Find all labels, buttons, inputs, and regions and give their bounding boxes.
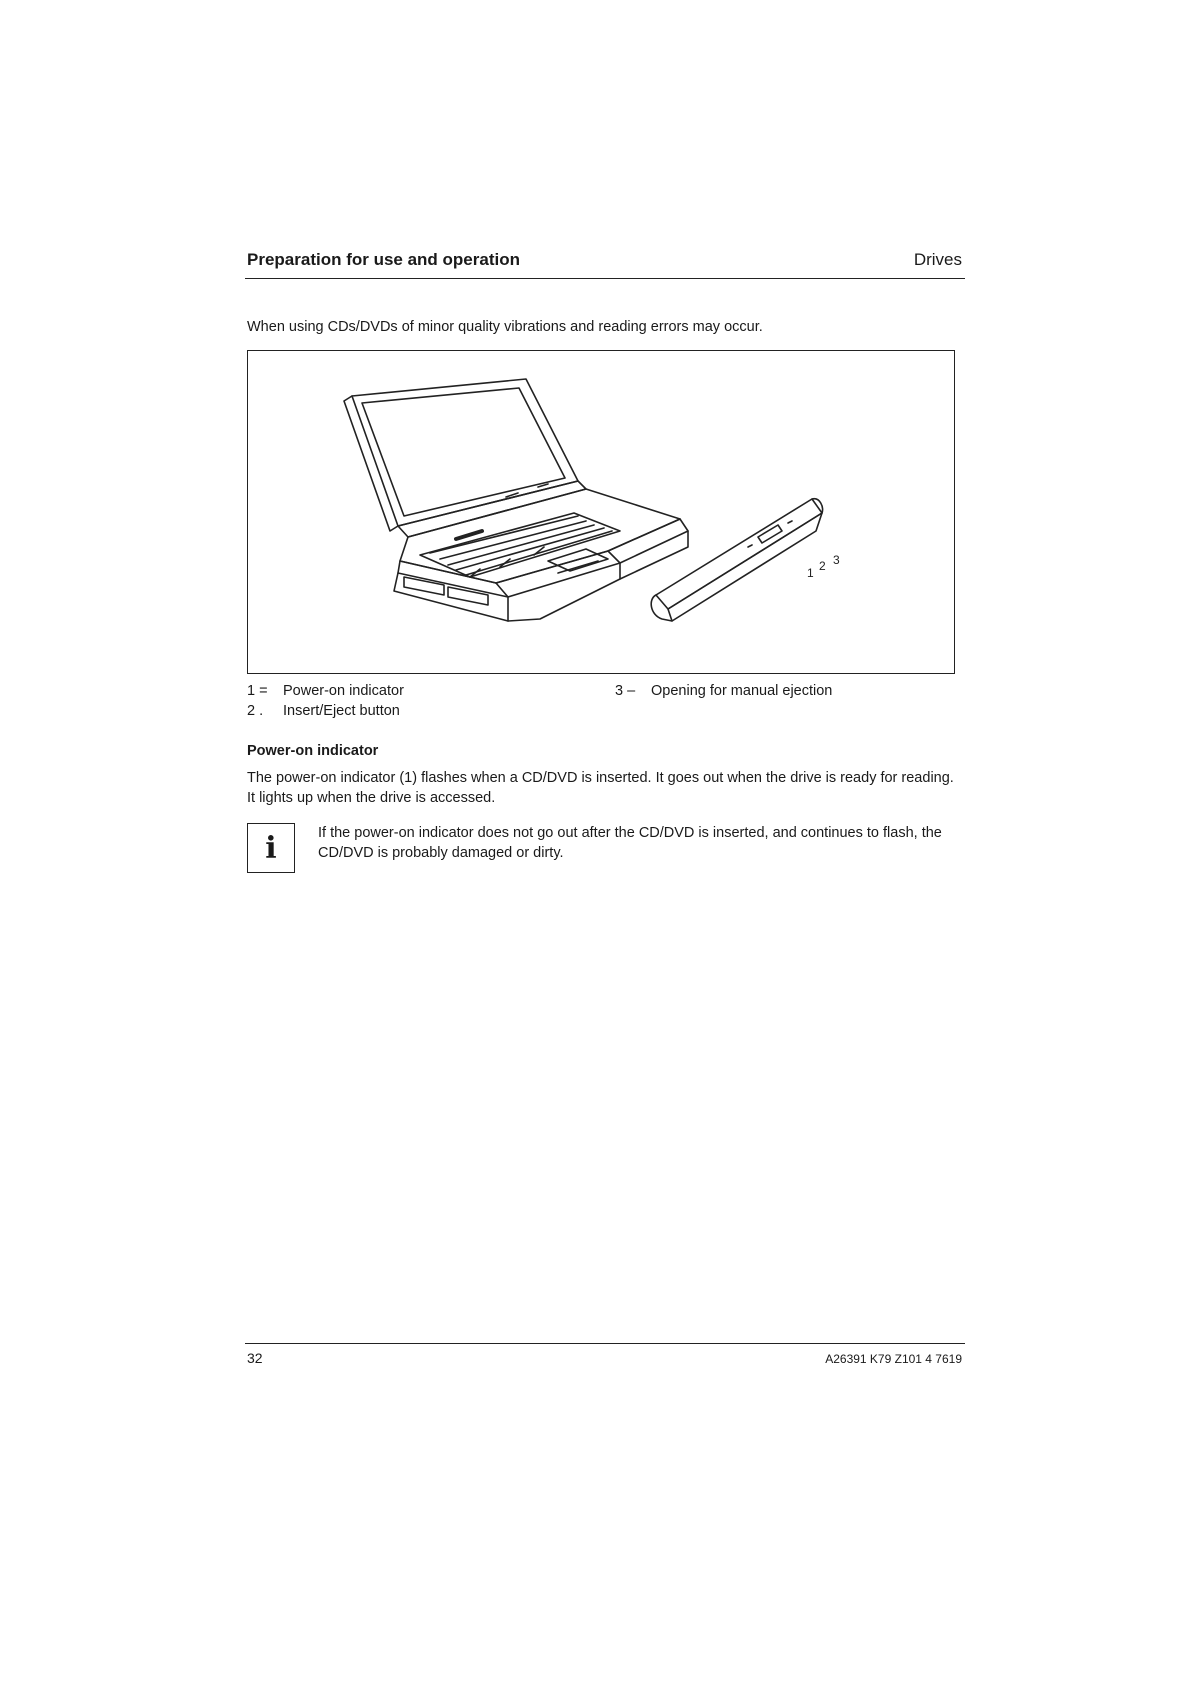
callout-1: 1	[807, 566, 814, 580]
footer-rule	[245, 1343, 965, 1344]
callout-3: 3	[833, 553, 840, 567]
legend-label: Opening for manual ejection	[651, 683, 833, 699]
section-header: Preparation for use and operation	[247, 250, 520, 269]
legend-number: 3 –	[615, 683, 636, 699]
legend-item	[247, 703, 587, 723]
figure-frame	[247, 350, 955, 674]
legend-item	[615, 683, 955, 703]
info-icon	[247, 823, 295, 873]
legend-label: Power-on indicator	[283, 683, 404, 699]
intro-paragraph: When using CDs/DVDs of minor quality vibrations and reading errors may occur.	[247, 319, 763, 335]
callout-2: 2	[819, 559, 826, 573]
info-glyph: i	[265, 830, 277, 866]
section-title: Power-on indicator	[247, 743, 379, 759]
chapter-header: Drives	[913, 250, 962, 269]
legend-item	[247, 683, 587, 703]
page-number: 32	[247, 1350, 263, 1366]
section-paragraph: The power-on indicator (1) flashes when a CD/DVD is inserted. It goes out when the drive is ready for reading. It lights up when the drive is accessed.	[247, 770, 954, 806]
document-code: A26391 K79 Z101 4 7619	[825, 1352, 962, 1366]
legend-number: 1 =	[247, 683, 268, 699]
laptop-drive-illustration	[248, 351, 954, 673]
info-note-text: If the power-on indicator does not go out after the CD/DVD is inserted, and continues to flash, the CD/DVD is probably damaged or dirty.	[318, 825, 942, 861]
legend-number: 2 .	[247, 703, 264, 719]
header-rule	[245, 278, 965, 279]
legend-column-1	[247, 683, 587, 723]
legend-column-2	[615, 683, 955, 703]
legend-label: Insert/Eject button	[283, 703, 400, 719]
